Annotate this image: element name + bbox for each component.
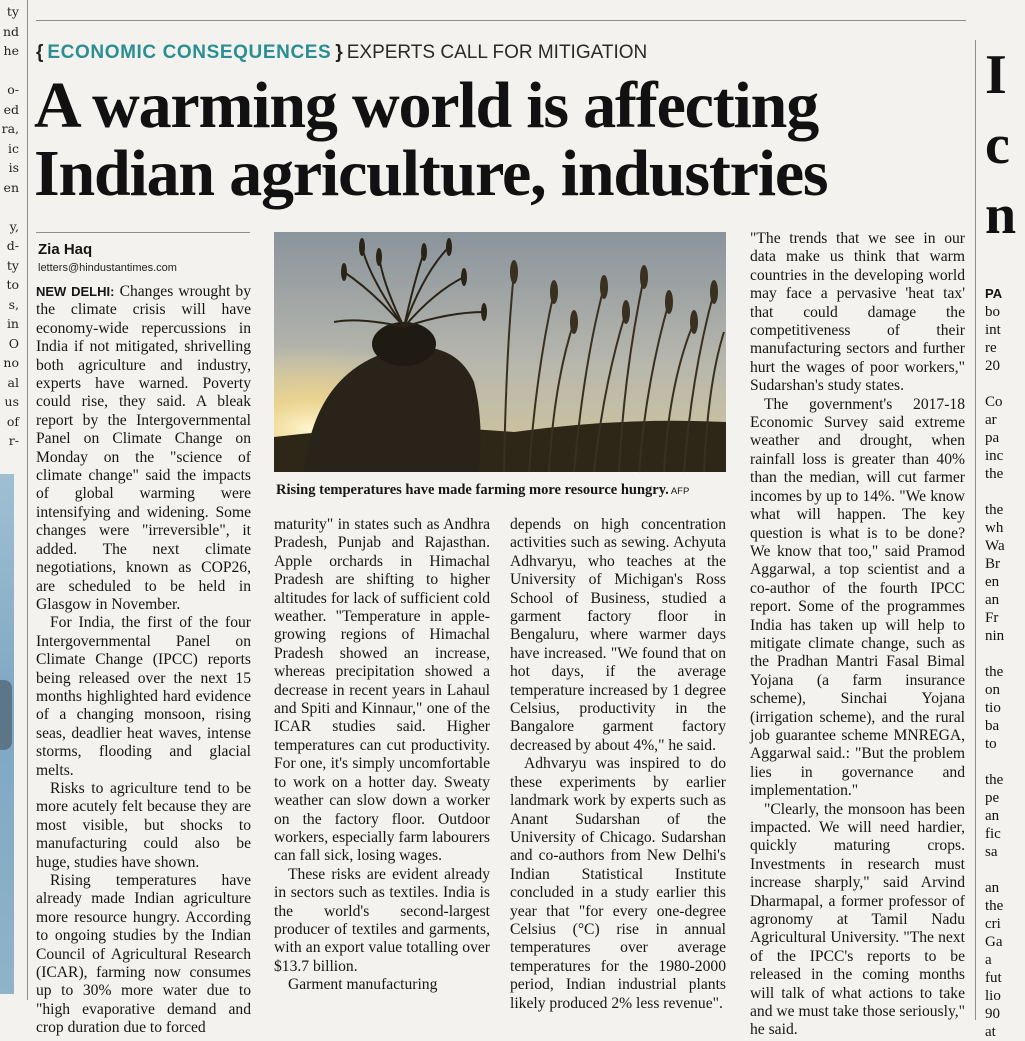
right-headline-fragments xyxy=(985,40,1025,250)
right-text-fragment: nin xyxy=(985,628,1005,644)
right-text-fragment: a xyxy=(985,952,992,968)
article-paragraph: For India, the first of the four Intergovernmental Panel on Climate Change (IPCC) reports being released over the next 15 months highlighted hard evidence of a changing monsoon, rising seas, deadlier heat waves, intense storms, flooding and glacial melts. xyxy=(36,614,251,779)
article-paragraph: depends on high concentration activities such as sewing. Achyuta Adhvaryu, who teaches at the University of Michigan's Ross School of Business, studied a garment factory floor in Bengaluru, where warmer days have increased. "We found that on hot days, if the average temperature increased by 1 degree Celsius, productivity in the Bangalore garment factory decreased by about 4%," he said. xyxy=(510,516,726,754)
section-kicker xyxy=(36,42,647,64)
headline-line-1: A warming world is affecting xyxy=(34,69,818,142)
left-text-fragment: O xyxy=(8,335,19,351)
right-text-fragment: the xyxy=(985,898,1004,914)
right-text-fragment: ar xyxy=(985,412,997,428)
headline-line-2: Indian agriculture, industries xyxy=(34,137,828,210)
left-adjacent-photo-detail xyxy=(0,680,12,750)
right-text-fragment: Co xyxy=(985,394,1003,410)
right-text-fragment: the xyxy=(985,502,1004,518)
left-text-fragment: nd xyxy=(2,23,19,39)
right-text-fragment: Fr xyxy=(985,610,999,626)
article-paragraph: "The trends that we see in our data make us think that warm countries in the developing world may face a pervasive 'heat tax' that could damage the competitiveness of their manufacturing sectors and further hurt the wages of poor workers," Sudarshan's study states. xyxy=(750,230,965,395)
right-text-fragment: lio xyxy=(985,988,1001,1004)
right-text-fragment: inc xyxy=(985,448,1004,464)
left-text-fragment: y, xyxy=(9,218,19,234)
left-text-fragment: is xyxy=(8,160,19,175)
article-paragraph: NEW DELHI: Changes wrought by the climate crisis will have economy-wide repercussions in India if not mitigated, shrivelling both agriculture and industry, experts have warned. Poverty could rise, they said. A bleak report by the Intergovernmental Panel on Climate Change on Monday on the "science of climate change" said the impacts of global warming were intensifying and widening. Some changes were "irreversible", it added. The next climate negotiations, known as COP26, are scheduled to be held in Glasgow in November. xyxy=(36,283,251,613)
article-column-3 xyxy=(510,516,726,1012)
right-text-fragment: sa xyxy=(985,844,998,860)
left-text-fragment: s, xyxy=(8,296,19,312)
right-text-fragment: to xyxy=(985,736,997,752)
left-text-fragment: in xyxy=(6,316,19,331)
left-text-fragment: r- xyxy=(8,433,19,448)
right-text-fragment: the xyxy=(985,664,1004,680)
right-headline-fragment: n xyxy=(985,184,1017,246)
article-paragraph: "Clearly, the monsoon has been impacted. We will need hardier, quickly maturing crops. Investments in research must increase sharply," said Arvind Dharmapal, a former professor of agronomy at Tamil Nadu Agricultural University. "The next of the IPCC's reports to be released in the coming months will talk of what actions to take and we must take those seriously," he said. xyxy=(750,800,965,1039)
wheat-farmer-photo xyxy=(274,232,726,472)
kicker-subtitle: EXPERTS CALL FOR MITIGATION xyxy=(346,42,648,63)
right-text-fragment: cri xyxy=(985,916,1001,932)
right-text-fragment: at xyxy=(985,1024,996,1040)
right-text-fragment: re xyxy=(985,340,997,356)
article-photo[interactable] xyxy=(274,232,726,472)
article-paragraph: Risks to agriculture tend to be more acutely felt because they are most visible, but shocks to manufacturing could also be huge, studies have shown. xyxy=(36,779,251,871)
right-text-fragment: ba xyxy=(985,718,1000,734)
article-column-1 xyxy=(36,283,251,1037)
left-text-fragment: to xyxy=(6,277,19,292)
right-text-fragment: on xyxy=(985,682,1000,698)
article-paragraph: Adhvaryu was inspired to do these experiments by earlier landmark work by experts such as Anant Sudarshan of the University of Chicago. Sudarshan and co-authors from New Delhi's Indian Statistical Institute concluded in a study earlier this year that "for every one-degree Celsius (°C) rise in annual temperatures over average temperatures for the 1980-2000 period, Indian industrial plants likely produced 2% less revenue". xyxy=(510,755,726,1012)
right-text-fragment: 20 xyxy=(985,358,1000,374)
article-paragraph: maturity" in states such as Andhra Pradesh, Punjab and Rajasthan. Apple orchards in Himachal Pradesh are shifting to higher altitudes for lack of sufficient cold weather. "Temperature in apple-growing regions of Himachal Pradesh showed an increase, whereas precipitation showed a decrease in recent years in Lahaul and Spiti and Kinnaur," one of the ICAR studies said. Higher temperatures can cut productivity. For one, it's simply uncomfortable to work on a hotter day. Sweaty weather can slow down a worker on the factory floor. Outdoor workers, especially farm labourers can fall sick, losing wages. xyxy=(274,516,490,865)
dateline: NEW DELHI: xyxy=(36,284,115,299)
article-paragraph: Rising temperatures have already made Indian agriculture more resource hungry. According to ongoing studies by the Indian Council of Agricultural Research (ICAR), farming now consumes up to 30% more water due to "high evaporative demand and crop duration due to forced xyxy=(36,872,251,1037)
section-label: ECONOMIC CONSEQUENCES xyxy=(47,42,332,63)
right-headline-fragment: I xyxy=(985,44,1007,106)
left-text-fragment: us xyxy=(4,394,19,409)
right-text-fragment xyxy=(985,483,1005,501)
right-text-fragment xyxy=(985,645,1005,663)
top-rule xyxy=(36,20,966,21)
column-divider xyxy=(975,40,976,1020)
right-text-fragment xyxy=(985,375,1005,393)
photo-credit: AFP xyxy=(670,486,690,497)
right-text-fragment: pe xyxy=(985,790,1000,806)
left-text-fragment: ty xyxy=(6,257,19,273)
right-text-fragment: 90 xyxy=(985,1006,1000,1022)
left-text-fragment: he xyxy=(3,43,19,58)
kicker-open-brace: { xyxy=(36,42,44,63)
left-text-fragment: ty xyxy=(6,4,19,19)
right-text-fragment: en xyxy=(985,574,1000,590)
byline-email[interactable]: letters@hindustantimes.com xyxy=(38,262,177,274)
left-text-fragment: al xyxy=(7,374,19,390)
right-text-fragment: Br xyxy=(985,556,1000,572)
left-text-fragment: ic xyxy=(8,140,19,156)
column-divider xyxy=(27,0,28,1000)
article-paragraph: Garment manufacturing xyxy=(288,976,438,994)
right-text-fragment: tio xyxy=(985,700,1001,716)
left-text-fragment: en xyxy=(3,179,19,195)
left-text-fragment: ra, xyxy=(1,121,19,136)
article-column-2 xyxy=(274,516,490,1006)
right-text-fragment: bo xyxy=(985,304,1000,320)
right-text-fragment: int xyxy=(985,322,1001,338)
right-text-fragment: Wa xyxy=(985,538,1005,554)
right-text-fragment xyxy=(985,753,1005,771)
left-text-fragment: no xyxy=(3,355,19,370)
right-adjacent-article xyxy=(985,40,1025,1040)
photo-caption xyxy=(276,482,728,499)
headline[interactable] xyxy=(34,69,964,210)
right-text-fragment: an xyxy=(985,808,1000,824)
left-text-fragment: of xyxy=(6,413,19,429)
right-dateline-fragment: PA xyxy=(985,286,1003,301)
right-text-fragment: pa xyxy=(985,430,1000,446)
article-paragraph: These risks are evident already in sectors such as textiles. India is the world's second-largest producer of textiles and garments, with an export value totalling over $13.7 billion. xyxy=(274,865,490,975)
right-headline-fragment: c xyxy=(985,114,1010,176)
article-paragraph: The government's 2017-18 Economic Survey said extreme weather and drought, when rainfall loss is greater than 40% than the median, will cut farmer incomes by up to 14%. "We know what will happen. The key question is what is to be done? We know that too," said Pramod Aggarwal, a top scientist and a co-author of the fourth IPCC report. Some of the programmes India has taken up will help to mitigate climate change, such as the Pradhan Mantri Fasal Bimal Yojana (a farm insurance scheme), Sinchai Yojana (irrigation scheme), and the rural job guarantee scheme MNREGA, Aggarwal said.: "But the problem lies in governance and implementation." xyxy=(750,395,965,800)
caption-text: Rising temperatures have made farming more resource hungry. xyxy=(276,482,669,498)
byline-rule xyxy=(36,232,250,233)
left-text-fragment: o- xyxy=(7,82,19,97)
right-text-fragment xyxy=(985,861,1005,879)
right-text-fragment: an xyxy=(985,592,1000,608)
kicker-close-brace: } xyxy=(335,42,343,63)
article-column-4 xyxy=(750,230,965,1039)
right-text-fragment: fic xyxy=(985,826,1001,842)
left-text-fragment: d- xyxy=(6,238,19,253)
byline-author: Zia Haq xyxy=(38,241,93,258)
right-text-fragment: an xyxy=(985,880,1000,896)
left-adjacent-column xyxy=(0,0,22,1024)
right-text-fragments xyxy=(985,285,1005,1041)
right-text-fragment: fut xyxy=(985,970,1002,986)
right-text-fragment: the xyxy=(985,466,1004,482)
right-text-fragment: the xyxy=(985,772,1004,788)
left-text-fragment: ed xyxy=(3,101,19,117)
right-text-fragment: Ga xyxy=(985,934,1003,950)
right-text-fragment: wh xyxy=(985,520,1004,536)
